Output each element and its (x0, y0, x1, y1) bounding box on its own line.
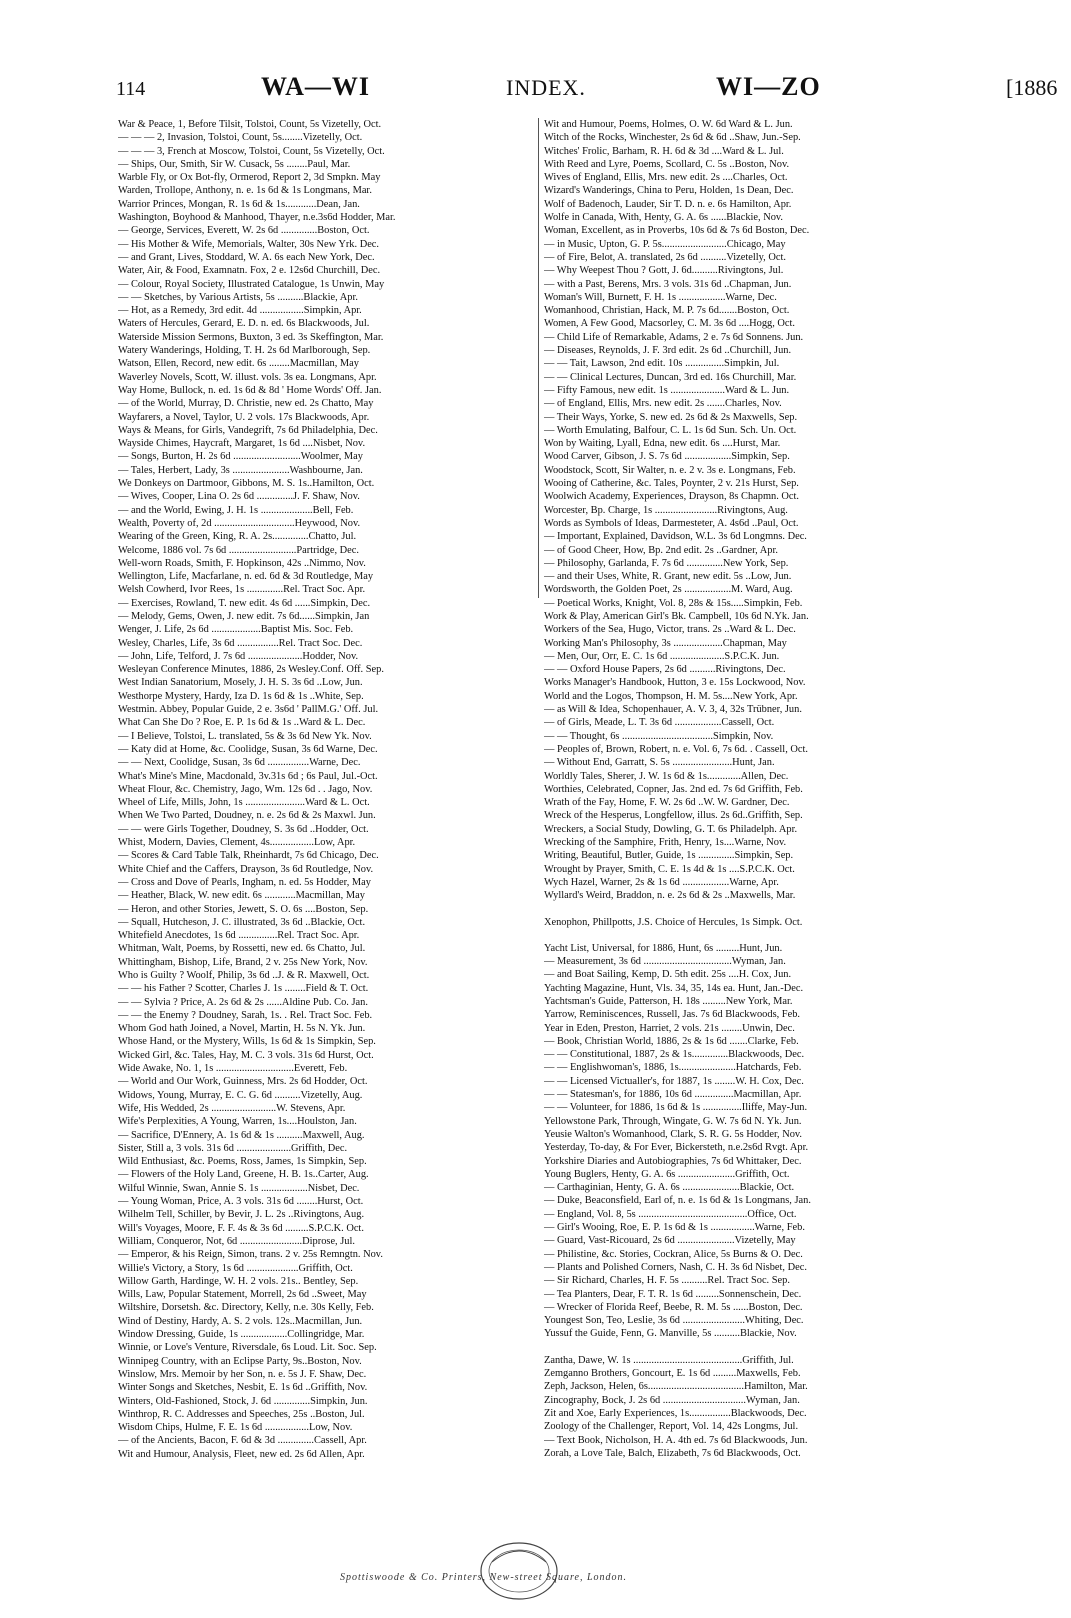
index-entry: Zantha, Dawe, W. 1s ..........................................Griffith, Jul. (544, 1354, 794, 1366)
index-entry: — George, Services, Everett, W. 2s 6d ..............Boston, Oct. (118, 225, 370, 237)
index-entry: Yachting Magazine, Hunt, Vls. 34, 35, 14s ea. Hunt, Jan.-Dec. (544, 982, 804, 994)
index-entry: — Heron, and other Stories, Jewett, S. O. 6s ....Boston, Sep. (118, 903, 369, 915)
index-entry: Warrior Princes, Mongan, R. 1s 6d & 1s............Dean, Jan. (118, 198, 360, 210)
index-entry: Whitman, Walt, Poems, by Rossetti, new ed. 6s Chatto, Jul. (118, 943, 366, 955)
index-entry: Women, A Few Good, Macsorley, C. M. 3s 6d ....Hogg, Oct. (544, 318, 796, 330)
index-entry: — Tea Planters, Dear, F. T. R. 1s 6d .........Sonnenschein, Dec. (544, 1288, 802, 1300)
year-heading: [1886 (1006, 75, 1058, 100)
index-entry: Yesterday, To-day, & For Ever, Bickersteth, n.e.2s6d Rvgt. Apr. (544, 1142, 809, 1154)
index-entry: — Poetical Works, Knight, Vol. 8, 28s & 15s.....Simpkin, Feb. (544, 597, 803, 609)
index-entry: — Why Weepest Thou ? Gott, J. 6d..........Rivingtons, Jul. (544, 265, 784, 277)
index-entry: — and Boat Sailing, Kemp, D. 5th edit. 25s ....H. Cox, Jun. (544, 969, 792, 981)
index-entry: — Guard, Vast-Ricouard, 2s 6d ......................Vizetelly, May (544, 1235, 796, 1247)
index-entry: Well-worn Roads, Smith, F. Hopkinson, 42s ..Nimmo, Nov. (118, 557, 366, 569)
index-entry: Wind of Destiny, Hardy, A. S. 2 vols. 12s..Macmillan, Jun. (118, 1315, 363, 1327)
index-entry: Wenger, J. Life, 2s 6d ...................Baptist Mis. Soc. Feb. (118, 624, 354, 636)
index-entry: — John, Life, Telford, J. 7s 6d .....................Hodder, Nov. (118, 650, 359, 662)
index-entry: Wheel of Life, Mills, John, 1s .......................Ward & L. Oct. (118, 797, 370, 809)
index-entry: — Worth Emulating, Balfour, C. L. 1s 6d Sun. Sch. Un. Oct. (544, 424, 797, 436)
index-entry: — Duke, Beaconsfield, Earl of, n. e. 1s 6d & 1s Longmans, Jan. (544, 1195, 811, 1207)
index-entry: Working Man's Philosophy, 3s ...................Chapman, May (544, 637, 787, 649)
index-entry: Wills, Law, Popular Statement, Morrell, 2s 6d ..Sweet, May (118, 1289, 367, 1301)
index-entry: Wizard's Wanderings, China to Peru, Holden, 1s Dean, Dec. (544, 185, 794, 197)
index-entry: Yarrow, Reminiscences, Russell, Jas. 7s 6d Blackwoods, Feb. (544, 1009, 800, 1021)
index-entry: — England, Vol. 8, 5s ..........................................Office, Oct. (544, 1208, 797, 1220)
index-entry: Wesley, Charles, Life, 3s 6d ................Rel. Tract Soc. Dec. (118, 637, 363, 649)
index-entry: Wide Awake, No. 1, 1s ..............................Everett, Feb. (118, 1063, 348, 1075)
index-entry: — Emperor, & his Reign, Simon, trans. 2 v. 25s Remngtn. Nov. (118, 1249, 383, 1261)
index-entry: Wiltshire, Dorsetsh. &c. Directory, Kelly, n.e. 30s Kelly, Feb. (118, 1302, 374, 1314)
index-entry: Winthrop, R. C. Addresses and Speeches, 25s ..Boston, Jul. (118, 1408, 365, 1420)
index-entry: Wyllard's Weird, Braddon, n. e. 2s 6d & 2s ..Maxwells, Mar. (544, 890, 796, 902)
index-entry: Watson, Ellen, Record, new edit. 6s ........Macmillan, May (118, 358, 359, 370)
index-entry: Wrecking of the Samphire, Frith, Henry, 1s....Warne, Nov. (544, 837, 787, 849)
index-entry: Yellowstone Park, Through, Wingate, G. W. 7s 6d N. Yk. Jun. (544, 1115, 802, 1127)
index-entry: Welcome, 1886 vol. 7s 6d ..........................Partridge, Dec. (118, 544, 359, 556)
index-entry: — Young Woman, Price, A. 3 vols. 31s 6d ........Hurst, Oct. (118, 1196, 364, 1208)
index-entry: Wrought by Prayer, Smith, C. E. 1s 4d & 1s ....S.P.C.K. Oct. (544, 863, 795, 875)
index-entry: Ways & Means, for Girls, Vandegrift, 7s 6d Philadelphia, Dec. (118, 424, 378, 436)
index-entry: War & Peace, 1, Before Tilsit, Tolstoi, Count, 5s Vizetelly, Oct. (118, 119, 382, 130)
index-entry: — I Believe, Tolstoi, L. translated, 5s & 3s 6d New Yk. Nov. (118, 730, 372, 742)
index-entry: Zorah, a Love Tale, Balch, Elizabeth, 7s 6d Blackwoods, Oct. (544, 1447, 801, 1459)
index-entry: — Wives, Cooper, Lina O. 2s 6d ..............J. F. Shaw, Nov. (118, 491, 360, 503)
index-entry: — Flowers of the Holy Land, Greene, H. B. 1s..Carter, Aug. (118, 1169, 369, 1181)
index-entry: Wellington, Life, Macfarlane, n. ed. 6d & 3d Routledge, May (118, 571, 374, 583)
section-gap (544, 929, 964, 942)
index-entry: Wooing of Catherine, &c. Tales, Poynter, 2 v. 21s Hurst, Sep. (544, 478, 799, 490)
index-entry: — — Statesman's, for 1886, 10s 6d ...............Macmillan, Apr. (544, 1089, 802, 1101)
index-entry: — Peoples of, Brown, Robert, n. e. Vol. 6, 7s 6d. . Cassell, Oct. (544, 743, 808, 755)
library-stamp-icon (478, 1540, 560, 1602)
index-entry: With Reed and Lyre, Poems, Scollard, C. 5s ..Boston, Nov. (544, 158, 790, 170)
index-entry: Yacht List, Universal, for 1886, Hunt, 6s .........Hunt, Jun. (544, 942, 783, 954)
index-entry: — World and Our Work, Guinness, Mrs. 2s 6d Hodder, Oct. (118, 1076, 368, 1088)
index-entry: Water, Air, & Food, Examnatn. Fox, 2 e. 12s6d Churchill, Dec. (118, 265, 381, 277)
index-entry: — Cross and Dove of Pearls, Ingham, n. ed. 5s Hodder, May (118, 876, 371, 888)
index-entry: — — Volunteer, for 1886, 1s 6d & 1s ...............Iliffe, May-Jun. (544, 1102, 808, 1114)
index-entry: Widows, Young, Murray, E. C. G. 6d ..........Vizetelly, Aug. (118, 1089, 363, 1101)
column-divider (538, 118, 539, 598)
index-entry: Whist, Modern, Davies, Clement, 4s.................Low, Apr. (118, 837, 356, 849)
index-title: INDEX. (506, 75, 586, 100)
index-entry: — and Grant, Lives, Stoddard, W. A. 6s each New York, Dec. (118, 251, 375, 263)
index-entry: Will's Voyages, Moore, F. F. 4s & 3s 6d .........S.P.C.K. Oct. (118, 1222, 364, 1234)
index-entry: — Scores & Card Table Talk, Rheinhardt, 7s 6d Chicago, Dec. (118, 850, 379, 862)
index-entry: Willie's Victory, a Story, 1s 6d ....................Griffith, Oct. (118, 1262, 353, 1274)
index-entry: — Carthaginian, Henty, G. A. 6s ......................Blackie, Oct. (544, 1182, 795, 1194)
index-entry: Zoology of the Challenger, Report, Vol. 14, 42s Longms, Jul. (544, 1421, 799, 1433)
index-entry: — Squall, Hutcheson, J. C. illustrated, 3s 6d ..Blackie, Oct. (118, 916, 366, 928)
index-entry: — — were Girls Together, Doudney, S. 3s 6d ..Hodder, Oct. (118, 823, 369, 835)
index-entry: Wearing of the Green, King, R. A. 2s..............Chatto, Jul. (118, 531, 357, 543)
index-entry: What's Mine's Mine, Macdonald, 3v.31s 6d ; 6s Paul, Jul.-Oct. (118, 770, 378, 782)
index-entry: — Tales, Herbert, Lady, 3s ......................Washbourne, Jan. (118, 464, 363, 476)
index-entry: Witches' Frolic, Barham, R. H. 6d & 3d ....Ward & L. Jul. (544, 145, 784, 157)
index-entry: — Plants and Polished Corners, Nash, C. H. 3s 6d Nisbet, Dec. (544, 1261, 807, 1273)
index-entry: Young Buglers, Henty, G. A. 6s ......................Griffith, Oct. (544, 1168, 790, 1180)
index-entry: Wrath of the Fay, Home, F. W. 2s 6d ..W. W. Gardner, Dec. (544, 797, 790, 809)
index-entry: — — — 3, French at Moscow, Tolstoi, Count, 5s Vizetelly, Oct. (118, 145, 385, 157)
index-entry: Washington, Boyhood & Manhood, Thayer, n.e.3s6d Hodder, Mar. (118, 212, 396, 224)
index-entry: Womanhood, Christian, Hack, M. P. 7s 6d.......Boston, Oct. (544, 305, 790, 317)
index-entry: When We Two Parted, Doudney, n. e. 2s 6d & 2s Maxwl. Jun. (118, 810, 376, 822)
index-entry: Winter Songs and Sketches, Nesbit, E. 1s 6d ..Griffith, Nov. (118, 1382, 368, 1394)
index-entry: — Girl's Wooing, Roe, E. P. 1s 6d & 1s .................Warne, Feb. (544, 1222, 805, 1234)
index-entry: Wolf of Badenoch, Lauder, Sir T. D. n. e. 6s Hamilton, Apr. (544, 198, 792, 210)
index-entry: Zit and Xoe, Early Experiences, 1s................Blackwoods, Dec. (544, 1407, 807, 1419)
index-entry: Wilful Winnie, Swan, Annie S. 1s ..................Nisbet, Dec. (118, 1182, 360, 1194)
index-entry: Zincography, Bock, J. 2s 6d ................................Wyman, Jan. (544, 1394, 800, 1406)
index-entry: — Hot, as a Remedy, 3rd edit. 4d .................Simpkin, Apr. (118, 305, 362, 317)
index-entry: Workers of the Sea, Hugo, Victor, trans. 2s ..Ward & L. Dec. (544, 624, 796, 636)
index-entry: — Katy did at Home, &c. Coolidge, Susan, 3s 6d Warne, Dec. (118, 743, 378, 755)
page-header (116, 72, 1061, 112)
index-entry: William, Conqueror, Not, 6d ........................Diprose, Jul. (118, 1235, 355, 1247)
index-entry: West Indian Sanatorium, Mosely, J. H. S. 3s 6d ..Low, Jun. (118, 677, 363, 689)
index-entry: — Important, Explained, Davidson, W.L. 3s 6d Longmns. Dec. (544, 531, 807, 543)
index-entry: Winslow, Mrs. Memoir by her Son, n. e. 5s J. F. Shaw, Dec. (118, 1368, 367, 1380)
index-entry: Woolwich Academy, Experiences, Drayson, 8s Chapmn. Oct. (544, 491, 800, 503)
index-entry: — of the Ancients, Bacon, F. 6d & 3d ..............Cassell, Apr. (118, 1435, 367, 1447)
index-entry: Wych Hazel, Warner, 2s & 1s 6d ..................Warne, Apr. (544, 876, 779, 888)
index-entry: — Colour, Royal Society, Illustrated Catalogue, 1s Unwin, May (118, 278, 385, 290)
index-entry: Wicked Girl, &c. Tales, Hay, M. C. 3 vols. 31s 6d Hurst, Oct. (118, 1049, 374, 1061)
index-entry: — Diseases, Reynolds, J. F. 3rd edit. 2s 6d ..Churchill, Jun. (544, 345, 792, 357)
index-entry: — Book, Christian World, 1886, 2s & 1s 6d .......Clarke, Feb. (544, 1035, 799, 1047)
index-entry: — and their Uses, White, R. Grant, new edit. 5s ..Low, Jun. (544, 571, 792, 583)
index-entry: We Donkeys on Dartmoor, Gibbons, M. S. 1s..Hamilton, Oct. (118, 478, 375, 490)
printer-imprint: Spottiswoode & Co. Printers, New-street Square, London. (340, 1572, 628, 1583)
index-entry: — Ships, Our, Smith, Sir W. Cusack, 5s ........Paul, Mar. (118, 158, 351, 170)
section-gap (544, 903, 964, 916)
index-entry: Xenophon, Phillpotts, J.S. Choice of Hercules, 1s Simpk. Oct. (544, 916, 803, 928)
index-entry: Whittingham, Bishop, Life, Brand, 2 v. 25s New York, Nov. (118, 956, 368, 968)
left-column (118, 118, 536, 1461)
index-entry: Yeusie Walton's Womanhood, Clark, S. R. G. 5s Hodder, Nov. (544, 1128, 803, 1140)
index-entry: — Melody, Gems, Owen, J. new edit. 7s 6d......Simpkin, Jan (118, 610, 370, 622)
index-entry: Wolfe in Canada, With, Henty, G. A. 6s ......Blackie, Nov. (544, 212, 784, 224)
index-entry: — of England, Ellis, Mrs. new edit. 2s .......Charles, Nov. (544, 398, 782, 410)
index-entry: Wisdom Chips, Hulme, F. E. 1s 6d .................Low, Nov. (118, 1422, 353, 1434)
index-entry: — — Thought, 6s ...................................Simpkin, Nov. (544, 730, 774, 742)
index-entry: — in Music, Upton, G. P. 5s.........................Chicago, May (544, 238, 786, 250)
index-entry: — His Mother & Wife, Memorials, Walter, 30s New Yrk. Dec. (118, 238, 380, 250)
right-range-heading: WI—ZO (716, 72, 821, 101)
index-entry: Warden, Trollope, Anthony, n. e. 1s 6d & 1s Longmans, Mar. (118, 185, 372, 197)
index-entry: Wesleyan Conference Minutes, 1886, 2s Wesley.Conf. Off. Sep. (118, 664, 384, 676)
index-entry: Wordsworth, the Golden Poet, 2s ..................M. Ward, Aug. (544, 584, 793, 596)
index-entry: Wild Enthusiast, &c. Poems, Ross, James, 1s Simpkin, Sep. (118, 1156, 367, 1168)
index-entry: Year in Eden, Preston, Harriet, 2 vols. 21s ........Unwin, Dec. (544, 1022, 795, 1034)
section-gap (544, 1341, 964, 1354)
index-entry: Yachtsman's Guide, Patterson, H. 18s .........New York, Mar. (544, 996, 793, 1007)
index-entry: — Songs, Burton, H. 2s 6d ..........................Woolmer, May (118, 451, 363, 463)
index-entry: What Can She Do ? Roe, E. P. 1s 6d & 1s ..Ward & L. Dec. (118, 717, 366, 729)
index-entry: — — Sylvia ? Price, A. 2s 6d & 2s ......Aldine Pub. Co. Jan. (118, 996, 368, 1008)
index-entry: Westmin. Abbey, Popular Guide, 2 e. 3s6d ' PallM.G.' Off. Jul. (118, 704, 379, 716)
index-entry: — of Girls, Meade, L. T. 3s 6d ..................Cassell, Oct. (544, 717, 775, 729)
index-entry: White Chief and the Caffers, Drayson, 3s 6d Routledge, Nov. (118, 863, 374, 875)
index-entry: Winnipeg Country, with an Eclipse Party, 9s..Boston, Nov. (118, 1355, 362, 1367)
index-entry: — — his Father ? Scotter, Charles J. 1s ........Field & T. Oct. (118, 983, 369, 995)
index-entry: Willow Garth, Hardinge, W. H. 2 vols. 21s.. Bentley, Sep. (118, 1275, 359, 1287)
index-entry: — — Oxford House Papers, 2s 6d ..........Rivingtons, Dec. (544, 664, 786, 676)
index-entry: — — Licensed Victualler's, for 1887, 1s ........W. H. Cox, Dec. (544, 1075, 804, 1087)
index-entry: Work & Play, American Girl's Bk. Campbell, 10s 6d N.Yk. Jan. (544, 610, 809, 622)
index-entry: — with a Past, Berens, Mrs. 3 vols. 31s 6d ..Chapman, Jun. (544, 278, 792, 290)
index-entry: — — Clinical Lectures, Duncan, 3rd ed. 16s Churchill, Mar. (544, 371, 797, 383)
index-entry: Welsh Cowherd, Ivor Rees, 1s ..............Rel. Tract Soc. Apr. (118, 584, 366, 596)
index-entry: — Sir Richard, Charles, H. F. 5s ..........Rel. Tract Soc. Sep. (544, 1275, 790, 1287)
index-entry: Words as Symbols of Ideas, Darmesteter, A. 4s6d ..Paul, Oct. (544, 517, 799, 529)
index-entry: — of Fire, Belot, A. translated, 2s 6d ..........Vizetelly, Oct. (544, 251, 786, 263)
left-range-heading: WA—WI (261, 72, 371, 101)
index-entry: — Text Book, Nicholson, H. A. 4th ed. 7s 6d Blackwoods, Jun. (544, 1434, 808, 1446)
index-entry: — Their Ways, Yorke, S. new ed. 2s 6d & 2s Maxwells, Sep. (544, 411, 798, 423)
index-entry: — Exercises, Rowland, T. new edit. 4s 6d ......Simpkin, Dec. (118, 597, 371, 609)
index-entry: Woman's Will, Burnett, F. H. 1s ..................Warne, Dec. (544, 291, 777, 303)
index-entry: — — the Enemy ? Doudney, Sarah, 1s. . Rel. Tract Soc. Feb. (118, 1009, 373, 1021)
index-entry: Yussuf the Guide, Fenn, G. Manville, 5s ..........Blackie, Nov. (544, 1328, 797, 1340)
index-entry: World and the Logos, Thompson, H. M. 5s....New York, Apr. (544, 690, 798, 702)
index-entry: — — Englishwoman's, 1886, 1s......................Hatchards, Feb. (544, 1062, 802, 1074)
index-entry: Wealth, Poverty of, 2d ...............................Heywood, Nov. (118, 517, 361, 529)
index-entry: Wives of England, Ellis, Mrs. new edit. 2s ....Charles, Oct. (544, 172, 788, 184)
index-entry: Whose Hand, or the Mystery, Wills, 1s 6d & 1s Simpkin, Sep. (118, 1036, 376, 1048)
index-entry: — — Tait, Lawson, 2nd edit. 10s ...............Simpkin, Jul. (544, 358, 780, 370)
index-entry: — — Sketches, by Various Artists, 5s ..........Blackie, Apr. (118, 291, 358, 303)
index-entry: Whom God hath Joined, a Novel, Martin, H. 5s N. Yk. Jun. (118, 1023, 366, 1035)
index-entry: — Child Life of Remarkable, Adams, 2 e. 7s 6d Sonnens. Jun. (544, 331, 804, 343)
index-entry: — of the World, Murray, D. Christie, new ed. 2s Chatto, May (118, 398, 374, 410)
index-entry: Wayfarers, a Novel, Taylor, U. 2 vols. 17s Blackwoods, Apr. (118, 411, 370, 423)
index-entry: Way Home, Bullock, n. ed. 1s 6d & 8d ' Home Words' Off. Jan. (118, 384, 382, 396)
index-entry: Wit and Humour, Analysis, Fleet, new ed. 2s 6d Allen, Apr. (118, 1448, 365, 1460)
index-entry: — of Good Cheer, How, Bp. 2nd edit. 2s ..Gardner, Apr. (544, 544, 778, 556)
index-entry: Worthies, Celebrated, Copner, Jas. 2nd ed. 7s 6d Griffith, Feb. (544, 783, 803, 795)
index-entry: — — — 2, Invasion, Tolstoi, Count, 5s........Vizetelly, Oct. (118, 132, 363, 144)
index-entry: Watery Wanderings, Holding, T. H. 2s 6d Marlborough, Sep. (118, 345, 371, 357)
index-entry: Wreckers, a Social Study, Dowling, G. T. 6s Philadelph. Apr. (544, 823, 798, 835)
index-entry: Sister, Still a, 3 vols. 31s 6d .....................Griffith, Dec. (118, 1142, 348, 1154)
index-entry: Wheat Flour, &c. Chemistry, Jago, Wm. 12s 6d . . Jago, Nov. (118, 783, 373, 795)
index-entry: Waters of Hercules, Gerard, E. D. n. ed. 6s Blackwoods, Jul. (118, 318, 370, 330)
index-entry: Witch of the Rocks, Winchester, 2s 6d & 6d ..Shaw, Jun.-Sep. (544, 132, 801, 144)
index-entry: Woman, Excellent, as in Proverbs, 10s 6d & 7s 6d Boston, Dec. (544, 225, 810, 237)
index-entry: Whitefield Anecdotes, 1s 6d ...............Rel. Tract Soc. Apr. (118, 930, 360, 942)
index-entry: — Philosophy, Garlanda, F. 7s 6d ..............New York, Sep. (544, 557, 789, 569)
index-entry: — Men, Our, Orr, E. C. 1s 6d .....................S.P.C.K. Jun. (544, 650, 780, 662)
index-entry: Winnie, or Love's Venture, Riversdale, 6s Loud. Lit. Soc. Sep. (118, 1342, 377, 1354)
index-entry: — as Will & Idea, Schopenhauer, A. V. 3, 4, 32s Trübner, Jun. (544, 704, 802, 716)
index-entry: Won by Waiting, Lyall, Edna, new edit. 6s ....Hurst, Mar. (544, 438, 781, 450)
index-entry: — — Next, Coolidge, Susan, 3s 6d ................Warne, Dec. (118, 757, 361, 769)
index-entry: — Wrecker of Florida Reef, Beebe, R. M. 5s ......Boston, Dec. (544, 1301, 803, 1313)
index-entry: Westhorpe Mystery, Hardy, Iza D. 1s 6d & 1s ..White, Sep. (118, 690, 364, 702)
index-entry: Window Dressing, Guide, 1s ..................Collingridge, Mar. (118, 1329, 365, 1341)
index-entry: Wit and Humour, Poems, Holmes, O. W. 6d Ward & L. Jun. (544, 119, 793, 130)
index-entry: Zeph, Jackson, Helen, 6s.....................................Hamilton, Mar. (544, 1381, 808, 1393)
index-entry: Woodstock, Scott, Sir Walter, n. e. 2 v. 3s e. Longmans, Feb. (544, 464, 796, 476)
index-entry: — Without End, Garratt, S. 5s .......................Hunt, Jan. (544, 757, 775, 769)
index-entry: Wife's Perplexities, A Young, Warren, 1s....Houlston, Jan. (118, 1116, 357, 1128)
page-number: 114 (116, 78, 146, 100)
index-entry: — — Constitutional, 1887, 2s & 1s..............Blackwoods, Dec. (544, 1049, 805, 1061)
right-column (544, 118, 964, 1460)
index-entry: — and the World, Ewing, J. H. 1s ....................Bell, Feb. (118, 504, 354, 516)
index-entry: Worldly Tales, Sherer, J. W. 1s 6d & 1s.............Allen, Dec. (544, 770, 789, 782)
index-entry: Wayside Chimes, Haycraft, Margaret, 1s 6d ....Nisbet, Nov. (118, 438, 366, 450)
index-entry: — Fifty Famous, new edit. 1s .....................Ward & L. Jun. (544, 384, 790, 396)
index-entry: Works Manager's Handbook, Hutton, 3 e. 15s Lockwood, Nov. (544, 677, 806, 689)
index-entry: Wife, His Wedded, 2s .........................W. Stevens, Apr. (118, 1102, 346, 1114)
index-entry: — Sacrifice, D'Ennery, A. 1s 6d & 1s ..........Maxwell, Aug. (118, 1129, 365, 1141)
index-entry: Waverley Novels, Scott, W. illust. vols. 3s ea. Longmans, Apr. (118, 371, 377, 383)
index-entry: Yorkshire Diaries and Autobiographies, 7s 6d Whittaker, Dec. (544, 1155, 802, 1167)
index-entry: Warble Fly, or Ox Bot-fly, Ormerod, Report 2, 3d Smpkn. May (118, 172, 381, 184)
index-entry: — Philistine, &c. Stories, Cockran, Alice, 5s Burns & O. Dec. (544, 1248, 803, 1260)
index-entry: Wilhelm Tell, Schiller, by Bevir, J. L. 2s ..Rivingtons, Aug. (118, 1209, 365, 1221)
index-entry: — Heather, Black, W. new edit. 6s ............Macmillan, May (118, 890, 365, 902)
index-entry: Wood Carver, Gibson, J. S. 7s 6d ..................Simpkin, Sep. (544, 451, 790, 463)
index-entry: Winters, Old-Fashioned, Stock, J. 6d ..............Simpkin, Jun. (118, 1395, 368, 1407)
index-entry: Writing, Beautiful, Butler, Guide, 1s ..............Simpkin, Sep. (544, 850, 794, 862)
index-entry: Waterside Mission Sermons, Buxton, 3 ed. 3s Skeffington, Mar. (118, 331, 384, 343)
index-entry: Worcester, Bp. Charge, 1s ........................Rivingtons, Aug. (544, 504, 788, 516)
index-entry: Zemganno Brothers, Goncourt, E. 1s 6d .........Maxwells, Feb. (544, 1368, 801, 1380)
index-entry: Who is Guilty ? Woolf, Philip, 3s 6d ..J. & R. Maxwell, Oct. (118, 970, 370, 981)
index-entry: Wreck of the Hesperus, Longfellow, illus. 2s 6d..Griffith, Sep. (544, 810, 803, 822)
index-entry: — Measurement, 3s 6d ..................................Wyman, Jan. (544, 956, 786, 968)
index-entry: Youngest Son, Teo, Leslie, 3s 6d ........................Whiting, Dec. (544, 1315, 804, 1327)
